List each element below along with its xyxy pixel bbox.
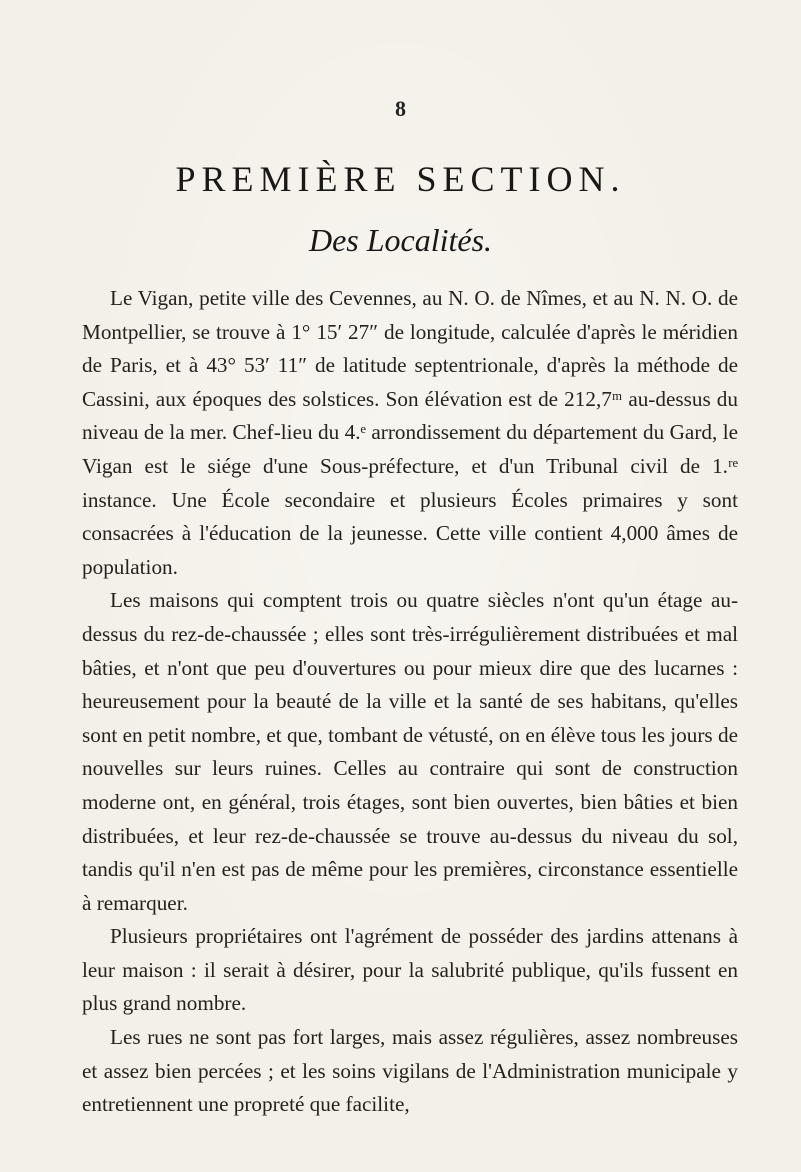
section-subtitle: Des Localités. (308, 222, 493, 258)
page-number: 8 (395, 96, 406, 121)
section-title: PREMIÈRE SECTION. (175, 159, 626, 199)
body-text (82, 282, 738, 1122)
paragraph-1: Le Vigan, petite ville des Cevennes, au N. O. de Nîmes, et au N. N. O. de Montpellier, se trouve à 1° 15′ 27″ de longitude, calculée d'après le méridien de Paris, et à 43° 53′ 11″ de latitude septentrionale, d'après la méthode de Cassini, aux époques des solstices. Son élévation est de 212,7ᵐ au-dessus du niveau de la mer. Chef-lieu du 4.ᵉ arrondissement du département du Gard, le Vigan est le siége d'une Sous-préfecture, et d'un Tribunal civil de 1.ʳᵉ instance. Une École secondaire et plusieurs Écoles primaires y sont consacrées à l'éducation de la jeunesse. Cette ville contient 4,000 âmes de population. (82, 286, 738, 579)
paragraph-3: Plusieurs propriétaires ont l'agrément de posséder des jardins attenans à leur maison : il serait à désirer, pour la salubrité publique, qu'ils fussent en plus grand nombre. (82, 924, 738, 1016)
paragraph-2: Les maisons qui comptent trois ou quatre siècles n'ont qu'un étage au-dessus du rez-de-chaussée ; elles sont très-irrégulièrement distribuées et mal bâties, et n'ont que peu d'ouvertures ou pour mieux dire que des lucarnes : heureusement pour la beauté de la ville et la santé de ses habitans, qu'elles sont en petit nombre, et que, tombant de vétusté, on en élève tous les jours de nouvelles sur leurs ruines. Celles au contraire qui sont de construction moderne ont, en général, trois étages, sont bien ouvertes, bien bâties et bien distribuées, et leur rez-de-chaussée se trouve au-dessus du niveau du sol, tandis qu'il n'en est pas de même pour les premières, circonstance essentielle à remarquer. (82, 588, 738, 915)
paragraph-4: Les rues ne sont pas fort larges, mais assez régulières, assez nombreuses et assez bien percées ; et les soins vigilans de l'Administration municipale y entretiennent une propreté que facilite, (82, 1025, 738, 1117)
